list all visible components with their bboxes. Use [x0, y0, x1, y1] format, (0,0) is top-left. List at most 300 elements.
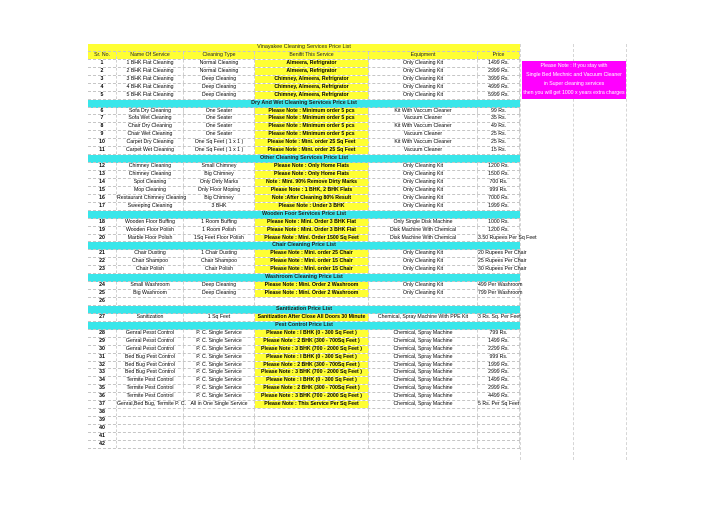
- cell-sr-no: 15: [88, 187, 117, 194]
- cell-benefit: Please Note : 3 BHK (700 - 2000 Sq Feet ): [255, 393, 369, 400]
- cell-price: 1999 Rs.: [478, 362, 520, 369]
- table-row: [88, 163, 520, 171]
- cell-price: [478, 417, 520, 424]
- cell-cleaning-type: Deep Cleaning: [184, 84, 255, 91]
- cell-price: 799 Rs.: [478, 330, 520, 337]
- cell-price: 4999 Rs.: [478, 84, 520, 91]
- cell-benefit: [255, 298, 369, 305]
- cell-sr-no: 6: [88, 108, 117, 115]
- cell-equipment: Chemical, Spray Machine: [369, 369, 478, 376]
- table-row: [88, 266, 527, 274]
- cell-cleaning-type: [184, 433, 255, 440]
- table-row: [88, 131, 520, 139]
- section-header-row: [88, 306, 520, 314]
- cell-price: 3.50 Rupees Per Sq Feet: [478, 234, 537, 241]
- cell-sr-no: 12: [88, 163, 117, 170]
- cell-sr-no: 30: [88, 346, 117, 353]
- cell-price: 700 Rs.: [478, 179, 520, 186]
- cell-benefit: Please Note : Under 3 BHK: [255, 203, 369, 210]
- cell-price: 35 Rs.: [478, 115, 520, 122]
- cell-equipment: Kit With Vaccum Cleaner: [369, 139, 478, 146]
- table-row: [88, 227, 520, 235]
- cell-cleaning-type: P. C. Single Service: [184, 377, 255, 384]
- cell-price: 1999 Rs.: [478, 203, 520, 210]
- cell-equipment: [369, 425, 478, 432]
- table-row: [88, 108, 520, 116]
- cell-sr-no: 13: [88, 171, 117, 178]
- sheet-title: Vinayakee Cleaning Services Price List: [257, 44, 351, 50]
- cell-benefit: Sanitization After Close All Doors 30 Minute: [255, 314, 369, 321]
- cell-service-name: Genral,Bed Bug, Termite P. C.: [117, 401, 187, 408]
- cell-cleaning-type: One Seater: [184, 123, 255, 130]
- cell-equipment: Chemical, Spray Machine: [369, 338, 478, 345]
- section-header-row: [88, 211, 520, 219]
- cell-benefit: [255, 433, 369, 440]
- cell-sr-no: 10: [88, 139, 117, 146]
- table-row: [88, 346, 520, 354]
- cell-service-name: 2 BHK Flat Cleaning: [117, 68, 184, 75]
- header-sr-no: Sr. No.: [88, 52, 117, 59]
- table-row: [88, 258, 527, 266]
- cell-benefit: Chimney, Almeera, Refrigrator: [255, 84, 369, 91]
- table-row: [88, 123, 520, 131]
- cell-equipment: Disk Machine With Chemical: [369, 235, 478, 242]
- cell-cleaning-type: One Seater: [184, 115, 255, 122]
- cell-equipment: Only Single Disk Machine: [369, 219, 478, 226]
- cell-equipment: Chemical, Spray Machine With PPE Kit: [369, 314, 478, 321]
- section-title: Wooden Foor Services Price List: [261, 210, 347, 217]
- cell-benefit: Please Note : Mini. order 25 Sq Feet: [255, 139, 369, 146]
- cell-benefit: Please Note : Mini. Order 3 BHK Flat: [255, 219, 369, 226]
- cell-service-name: [117, 441, 184, 448]
- cell-benefit: Please Note : I BHK (0 - 300 Sq Feet ): [255, 377, 369, 384]
- cell-cleaning-type: One Sq Feet ( 1 x 1 ): [184, 139, 255, 146]
- cell-price: 25 Rupees Per Chair: [478, 258, 527, 265]
- cell-service-name: Wooden Floor Polish: [117, 227, 184, 234]
- section-title: Sanitization Price List: [275, 305, 332, 312]
- cell-price: [478, 298, 520, 305]
- cell-sr-no: 37: [88, 401, 117, 408]
- cell-equipment: Only Cleaning Kit: [369, 171, 478, 178]
- cell-benefit: Please Note : 3 BHK (700 - 2000 Sq Feet ): [255, 346, 369, 353]
- cell-benefit: Please Note : Mini. order 15 Chair: [255, 266, 369, 273]
- cell-sr-no: 20: [88, 235, 117, 242]
- cell-price: 1500 Rs.: [478, 171, 520, 178]
- table-row: [88, 115, 520, 123]
- cell-price: 49 Rs.: [478, 123, 520, 130]
- cell-service-name: Sofa Wet Cleaning: [117, 115, 184, 122]
- cell-price: 999 Rs.: [478, 354, 520, 361]
- sheet-title-row: [88, 44, 520, 52]
- cell-benefit: Please Note : Mini. order 25 Sq Feet: [255, 147, 369, 154]
- promo-line: in Super cleaning services: [543, 81, 605, 87]
- cell-equipment: Only Cleaning Kit: [369, 76, 478, 83]
- table-row: [88, 139, 520, 147]
- cell-cleaning-type: P. C. Single Service: [184, 330, 255, 337]
- table-row: [88, 187, 520, 195]
- cell-benefit: Please Note : Mini. Order 2 Washroom: [255, 290, 369, 297]
- cell-sr-no: 19: [88, 227, 117, 234]
- cell-cleaning-type: 1 Room Polish: [184, 227, 255, 234]
- cell-price: 1200 Rs.: [478, 227, 520, 234]
- cell-benefit: Please Note : Only Home Flats: [255, 171, 369, 178]
- cell-service-name: Bed Bug Pest Control: [117, 369, 184, 376]
- cell-sr-no: 17: [88, 203, 117, 210]
- promo-note-box: [522, 61, 626, 99]
- cell-service-name: [117, 425, 184, 432]
- cell-service-name: Small Washroom: [117, 282, 184, 289]
- cell-price: 15 Rs.: [478, 147, 520, 154]
- cell-sr-no: 38: [88, 409, 117, 416]
- header-equipment: Equipment: [369, 52, 478, 59]
- table-row: [88, 68, 520, 76]
- cell-price: 3 Rs. Sq. Per Feet: [478, 313, 521, 320]
- cell-cleaning-type: One Seater: [184, 131, 255, 138]
- cell-service-name: [117, 433, 184, 440]
- cell-benefit: Please Note : 3 BHK (700 - 2000 Sq Feet ): [255, 369, 369, 376]
- cell-sr-no: 1: [88, 60, 117, 67]
- cell-price: 99 Rs.: [478, 108, 520, 115]
- cell-cleaning-type: 1Sq Feet Floor Polish: [184, 235, 255, 242]
- cell-equipment: Only Cleaning Kit: [369, 282, 478, 289]
- cell-benefit: Please Note : Mini. order 15 Chair: [255, 258, 369, 265]
- header-price: Price: [478, 52, 520, 59]
- cell-price: 2999 Rs.: [478, 385, 520, 392]
- cell-equipment: Only Cleaning Kit: [369, 163, 478, 170]
- cell-sr-no: 33: [88, 369, 117, 376]
- cell-sr-no: 16: [88, 195, 117, 202]
- cell-cleaning-type: Deep Cleaning: [184, 290, 255, 297]
- cell-service-name: 4 BHK Flat Cleaning: [117, 84, 184, 91]
- price-list-sheet: [88, 44, 537, 449]
- cell-service-name: Chimney Cleaning: [117, 171, 184, 178]
- cell-benefit: Chimney, Almeera, Refrigrator: [255, 76, 369, 83]
- cell-price: 30 Rupees Per Chair: [478, 266, 527, 273]
- cell-cleaning-type: One Seater: [184, 108, 255, 115]
- section-title: Other Cleaning Services Price List: [259, 155, 349, 162]
- cell-cleaning-type: 3 BHK: [184, 203, 255, 210]
- cell-sr-no: 28: [88, 330, 117, 337]
- cell-price: [478, 433, 520, 440]
- cell-benefit: Please Note : Mini. Order 2 Washroom: [255, 282, 369, 289]
- cell-sr-no: 8: [88, 123, 117, 130]
- cell-benefit: Chimney, Almeera, Refrigrator: [255, 92, 369, 99]
- cell-service-name: Mop Cleaning: [117, 187, 184, 194]
- cell-cleaning-type: All in One Single Service: [184, 401, 255, 408]
- cell-service-name: Big Washroom: [117, 290, 184, 297]
- cell-cleaning-type: Only Floor Moping: [184, 187, 255, 194]
- table-row: [88, 338, 520, 346]
- cell-equipment: Chemical, Spray Machine: [369, 377, 478, 384]
- cell-cleaning-type: P. C. Single Service: [184, 338, 255, 345]
- cell-equipment: Only Cleaning Kit: [369, 84, 478, 91]
- cell-service-name: Chair Dry Cleaning: [117, 123, 184, 130]
- cell-cleaning-type: [184, 409, 255, 416]
- blank-row: [88, 409, 520, 417]
- cell-equipment: Disk Machine With Chemical: [369, 227, 478, 234]
- cell-equipment: Chemical, Spray Machine: [369, 385, 478, 392]
- cell-price: 1499 Rs.: [478, 377, 520, 384]
- cell-cleaning-type: Only Dirty Marks: [184, 179, 255, 186]
- cell-sr-no: 40: [88, 425, 117, 432]
- blank-row: [88, 417, 520, 425]
- cell-price: 4499 Rs.: [478, 393, 520, 400]
- cell-sr-no: 4: [88, 84, 117, 91]
- cell-equipment: Vacuum Cleaner: [369, 131, 478, 138]
- cell-service-name: Sofa Dry Cleaning: [117, 108, 184, 115]
- cell-benefit: [255, 425, 369, 432]
- cell-service-name: Marble Floor Polish: [117, 235, 184, 242]
- cell-service-name: Bed Bug Pest Control: [117, 362, 184, 369]
- cell-cleaning-type: 1 Chair Dusting: [184, 250, 255, 257]
- cell-cleaning-type: Normal Cleaning: [184, 68, 255, 75]
- cell-sr-no: 41: [88, 433, 117, 440]
- table-row: [88, 314, 520, 322]
- cell-sr-no: 14: [88, 179, 117, 186]
- table-row: [88, 290, 523, 298]
- cell-benefit: Please Note : I BHK (0 - 300 Sq Feet ): [255, 354, 369, 361]
- cell-benefit: Please Note : Minimum order 5 pcs: [255, 123, 369, 130]
- cell-benefit: [255, 441, 369, 448]
- cell-equipment: Only Cleaning Kit: [369, 60, 478, 67]
- cell-equipment: Vacuum Cleaner: [369, 147, 478, 154]
- cell-sr-no: 36: [88, 393, 117, 400]
- cell-equipment: Only Cleaning Kit: [369, 258, 478, 265]
- cell-cleaning-type: Deep Cleaning: [184, 92, 255, 99]
- promo-line: then you will get 1000 x years extra charges: [523, 90, 625, 96]
- cell-benefit: [255, 409, 369, 416]
- cell-equipment: Chemical, Spray Machine: [369, 401, 478, 408]
- cell-equipment: Chemical, Spray Machine: [369, 346, 478, 353]
- cell-benefit: Please Note : Minimum order 5 pcs: [255, 108, 369, 115]
- cell-service-name: Termite Pest Control: [117, 393, 184, 400]
- cell-equipment: Only Cleaning Kit: [369, 187, 478, 194]
- table-row: [88, 84, 520, 92]
- cell-benefit: Please Note : Mini. Order 1500 Sq Feet: [255, 235, 369, 242]
- cell-sr-no: 2: [88, 68, 117, 75]
- table-row: [88, 377, 520, 385]
- cell-equipment: Chemical, Spray Machine: [369, 362, 478, 369]
- section-title: Pest Control Price List: [275, 321, 333, 328]
- cell-benefit: [255, 417, 369, 424]
- cell-cleaning-type: P. C. Single Service: [184, 369, 255, 376]
- header-benefit: Benifit This Service: [255, 52, 369, 59]
- cell-service-name: Termite Pest Control: [117, 385, 184, 392]
- cell-cleaning-type: P. C. Single Service: [184, 346, 255, 353]
- grid-col-line: [573, 44, 574, 460]
- cell-price: 1499 Rs.: [478, 338, 520, 345]
- cell-benefit: Please Note : 2 BHK (300 - 700Sq Feet ): [255, 385, 369, 392]
- cell-benefit: Please Note : Minimum order 5 pcs: [255, 131, 369, 138]
- cell-equipment: Kit With Vaccum Cleaner: [369, 123, 478, 130]
- cell-benefit: Please Note : Minimum order 5 pcs: [255, 115, 369, 122]
- cell-equipment: [369, 417, 478, 424]
- cell-equipment: Only Cleaning Kit: [369, 250, 478, 257]
- header-cleaning-type: Cleaning Type: [184, 52, 255, 59]
- cell-price: 25 Rs.: [478, 139, 520, 146]
- blank-row: [88, 433, 520, 441]
- table-row: [88, 362, 520, 370]
- table-row: [88, 171, 520, 179]
- cell-benefit: Please Note : 2 BHK (300 - 700Sq Feet ): [255, 338, 369, 345]
- cell-service-name: Sweeping Cleaning: [117, 203, 184, 210]
- section-title: Chair Cleaning Price List: [272, 242, 336, 249]
- cell-price: 20 Rupees Per Chair: [478, 250, 527, 257]
- cell-sr-no: 23: [88, 266, 117, 273]
- table-row: [88, 401, 520, 409]
- cell-service-name: Genral Pesst Control: [117, 330, 184, 337]
- table-row: [88, 282, 523, 290]
- cell-price: 499 Per Washroom: [478, 282, 523, 289]
- promo-line: Single Bed Mechnic and Vacuum Cleaner: [526, 72, 622, 78]
- cell-price: 3999 Rs.: [478, 76, 520, 83]
- cell-sr-no: 31: [88, 354, 117, 361]
- cell-price: 2999 Rs.: [478, 369, 520, 376]
- cell-sr-no: 18: [88, 219, 117, 226]
- grid-col-line: [626, 44, 627, 460]
- table-row: [88, 393, 520, 401]
- cell-cleaning-type: P. C. Single Service: [184, 393, 255, 400]
- cell-price: [478, 441, 520, 448]
- cell-price: 1000 Rs.: [478, 219, 520, 226]
- cell-service-name: [117, 409, 184, 416]
- price-rows: [88, 59, 537, 449]
- cell-price: [478, 409, 520, 416]
- cell-sr-no: 27: [88, 314, 117, 321]
- cell-cleaning-type: P. C. Single Service: [184, 354, 255, 361]
- table-row: [88, 250, 527, 258]
- section-title: Washroom Cleaning Price List: [265, 274, 343, 281]
- cell-sr-no: 29: [88, 338, 117, 345]
- cell-cleaning-type: Deep Cleaning: [184, 282, 255, 289]
- cell-cleaning-type: 1 Room Buffing: [184, 219, 255, 226]
- cell-cleaning-type: Big Chimney: [184, 195, 255, 202]
- cell-service-name: Chair Dusting: [117, 250, 184, 257]
- cell-service-name: [117, 417, 184, 424]
- cell-equipment: Only Cleaning Kit: [369, 266, 478, 273]
- cell-cleaning-type: Small Chimney: [184, 163, 255, 170]
- cell-price: [478, 425, 520, 432]
- cell-service-name: Chimney Cleaning: [117, 163, 184, 170]
- cell-equipment: Chemical, Spray Machine: [369, 354, 478, 361]
- cell-equipment: [369, 298, 478, 305]
- promo-line: Please Note : If you stay with: [540, 63, 608, 69]
- table-row: [88, 60, 520, 68]
- cell-equipment: Kit With Vaccum Cleaner: [369, 108, 478, 115]
- table-row: [88, 234, 537, 243]
- cell-service-name: Termite Pest Control: [117, 377, 184, 384]
- cell-sr-no: 24: [88, 282, 117, 289]
- cell-cleaning-type: [184, 441, 255, 448]
- cell-service-name: Spot Cleaning: [117, 179, 184, 186]
- cell-cleaning-type: 1 Sq Feet: [184, 314, 255, 321]
- cell-benefit: Please Note : 2 BHK (300 - 700Sq Feet ): [255, 362, 369, 369]
- cell-sr-no: 9: [88, 131, 117, 138]
- blank-row: [88, 298, 520, 306]
- cell-service-name: Genral Pesst Control: [117, 338, 184, 345]
- section-header-row: [88, 242, 520, 250]
- header-row: [88, 52, 520, 60]
- cell-equipment: Only Cleaning Kit: [369, 290, 478, 297]
- cell-service-name: Carpet Wet Cleaning: [117, 147, 184, 154]
- cell-equipment: Chemical, Spray Machine: [369, 330, 478, 337]
- cell-price: 5999 Rs.: [478, 92, 520, 99]
- cell-service-name: 3 BHK Flat Cleaning: [117, 76, 184, 83]
- cell-cleaning-type: Deep Cleaning: [184, 76, 255, 83]
- cell-benefit: Please Note : Mini. Order 3 BHK Flat: [255, 227, 369, 234]
- cell-sr-no: 21: [88, 250, 117, 257]
- cell-price: 2999 Rs.: [478, 68, 520, 75]
- cell-service-name: Chair Wet Cleaning: [117, 131, 184, 138]
- cell-service-name: Carpet Dry Cleaning: [117, 139, 184, 146]
- cell-benefit: Please Note : Only Home Flats: [255, 163, 369, 170]
- section-header-row: [88, 322, 520, 330]
- cell-sr-no: 5: [88, 92, 117, 99]
- cell-equipment: [369, 433, 478, 440]
- cell-equipment: [369, 409, 478, 416]
- cell-benefit: Almeera, Refrigrator: [255, 60, 369, 67]
- table-row: [88, 92, 520, 100]
- cell-price: 5 Rs. Per Sq Feet: [478, 401, 520, 408]
- cell-service-name: [117, 298, 184, 305]
- cell-sr-no: 22: [88, 258, 117, 265]
- cell-price: 25 Rs.: [478, 131, 520, 138]
- section-header-row: [88, 100, 520, 108]
- cell-equipment: Only Cleaning Kit: [369, 179, 478, 186]
- cell-benefit: Note : Mini. 90% Remove Dirty Marks: [255, 179, 369, 186]
- cell-service-name: Wooden Floor Buffing: [117, 219, 184, 226]
- cell-cleaning-type: [184, 425, 255, 432]
- cell-price: 2299 Rs.: [478, 346, 520, 353]
- cell-sr-no: 32: [88, 362, 117, 369]
- table-row: [88, 354, 520, 362]
- cell-sr-no: 25: [88, 290, 117, 297]
- cell-price: 7000 Rs.: [478, 195, 520, 202]
- cell-benefit: Almeera, Refrigrator: [255, 68, 369, 75]
- table-row: [88, 76, 520, 84]
- cell-sr-no: 39: [88, 417, 117, 424]
- cell-cleaning-type: [184, 417, 255, 424]
- section-header-row: [88, 274, 520, 282]
- table-row: [88, 385, 520, 393]
- header-name-of-service: Name Of Service: [117, 52, 184, 59]
- table-row: [88, 195, 520, 203]
- cell-cleaning-type: One Sq Feet ( 1 x 1 ): [184, 147, 255, 154]
- cell-service-name: Restaurant Chimney Cleaning: [117, 194, 187, 201]
- cell-price: 999 Rs.: [478, 187, 520, 194]
- table-row: [88, 369, 520, 377]
- cell-cleaning-type: Normal Cleaning: [184, 60, 255, 67]
- cell-benefit: Please Note : 1 BHK, 2 BHK Flats: [255, 187, 369, 194]
- table-row: [88, 203, 520, 211]
- cell-service-name: Genral Pesst Control: [117, 346, 184, 353]
- table-row: [88, 147, 520, 155]
- blank-row: [88, 441, 520, 449]
- cell-price: 1499 Rs.: [478, 60, 520, 67]
- cell-sr-no: 11: [88, 147, 117, 154]
- section-title: Dry And Wet Cleaning Services Price List: [251, 99, 357, 106]
- cell-cleaning-type: Big Chimney: [184, 171, 255, 178]
- cell-cleaning-type: [184, 298, 255, 305]
- cell-sr-no: 34: [88, 377, 117, 384]
- section-header-row: [88, 155, 520, 163]
- cell-equipment: Vacuum Cleaner: [369, 115, 478, 122]
- cell-cleaning-type: Chair Shampoo: [184, 258, 255, 265]
- cell-sr-no: 26: [88, 298, 117, 305]
- table-row: [88, 330, 520, 338]
- cell-sr-no: 7: [88, 115, 117, 122]
- cell-service-name: 5 BHK Flat Cleaning: [117, 92, 184, 99]
